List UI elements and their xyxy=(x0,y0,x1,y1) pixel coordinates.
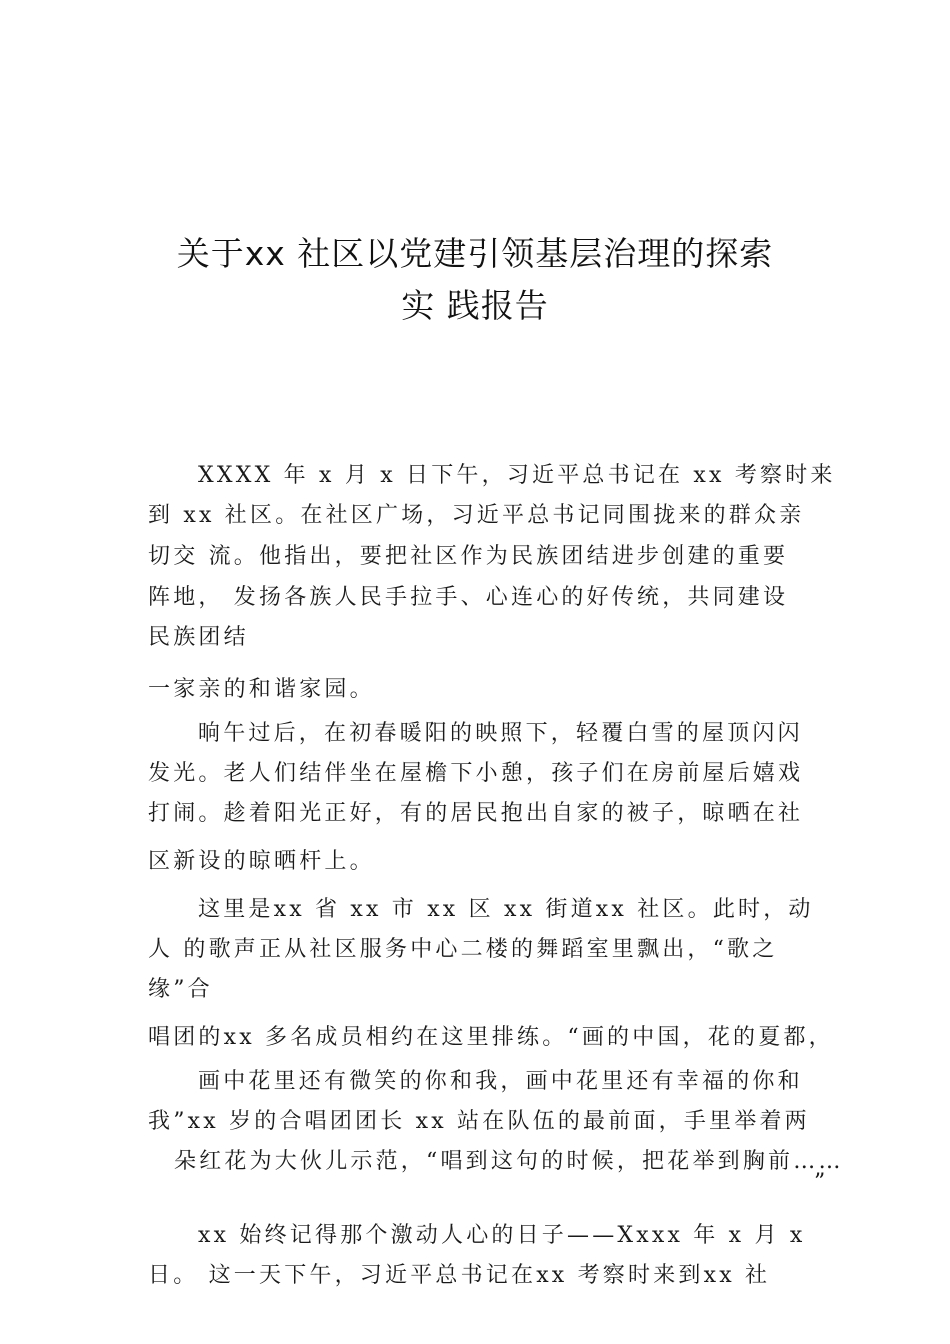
body-line: 民族团结 xyxy=(148,625,249,650)
body-line: ” xyxy=(814,1170,829,1195)
body-line: XXXX 年 x 月 x 日下午，习近平总书记在 xx 考察时来 xyxy=(198,463,836,488)
body-line: 区新设的晾晒杆上。 xyxy=(148,849,375,874)
document-title-line-1: 关于xx 社区以党建引领基层治理的探索 xyxy=(176,234,774,273)
body-line: 唱团的xx 多名成员相约在这里排练。“画的中国，花的夏都， xyxy=(148,1025,834,1050)
body-line: 切交 流。他指出，要把社区作为民族团结进步创建的重要 xyxy=(148,544,789,569)
document-title-line-2: 实 践报告 xyxy=(401,286,549,325)
body-line: 画中花里还有微笑的你和我，画中花里还有幸福的你和 xyxy=(198,1069,803,1094)
body-line: 我”xx 岁的合唱团团长 xx 站在队伍的最前面，手里举着两 xyxy=(148,1109,810,1134)
body-line: 这里是xx 省 xx 市 xx 区 xx 街道xx 社区。此时，动 xyxy=(198,897,814,922)
body-line: 朵红花为大伙儿示范，“唱到这句的时候，把花举到胸前…… xyxy=(174,1149,844,1174)
body-line: 人 的歌声正从社区服务中心二楼的舞蹈室里飘出，“歌之 xyxy=(148,937,778,962)
body-line: 到 xx 社区。在社区广场，习近平总书记同围拢来的群众亲 xyxy=(148,503,805,528)
body-line: 一家亲的和谐家园。 xyxy=(148,677,375,702)
body-line: 发光。老人们结伴坐在屋檐下小憩，孩子们在房前屋后嬉戏 xyxy=(148,761,804,786)
body-line: 晌午过后，在初春暖阳的映照下，轻覆白雪的屋顶闪闪 xyxy=(198,721,803,746)
body-line: 打闹。趁着阳光正好，有的居民抱出自家的被子，晾晒在社 xyxy=(148,801,804,826)
body-line: 阵地， 发扬各族人民手拉手、心连心的好传统，共同建设 xyxy=(148,585,789,610)
body-line: xx 始终记得那个激动人心的日子——Xxxx 年 x 月 x xyxy=(198,1223,806,1248)
body-line: 缘”合 xyxy=(148,977,213,1002)
body-line: 日。 这一天下午，习近平总书记在xx 考察时来到xx 社 xyxy=(148,1263,771,1288)
